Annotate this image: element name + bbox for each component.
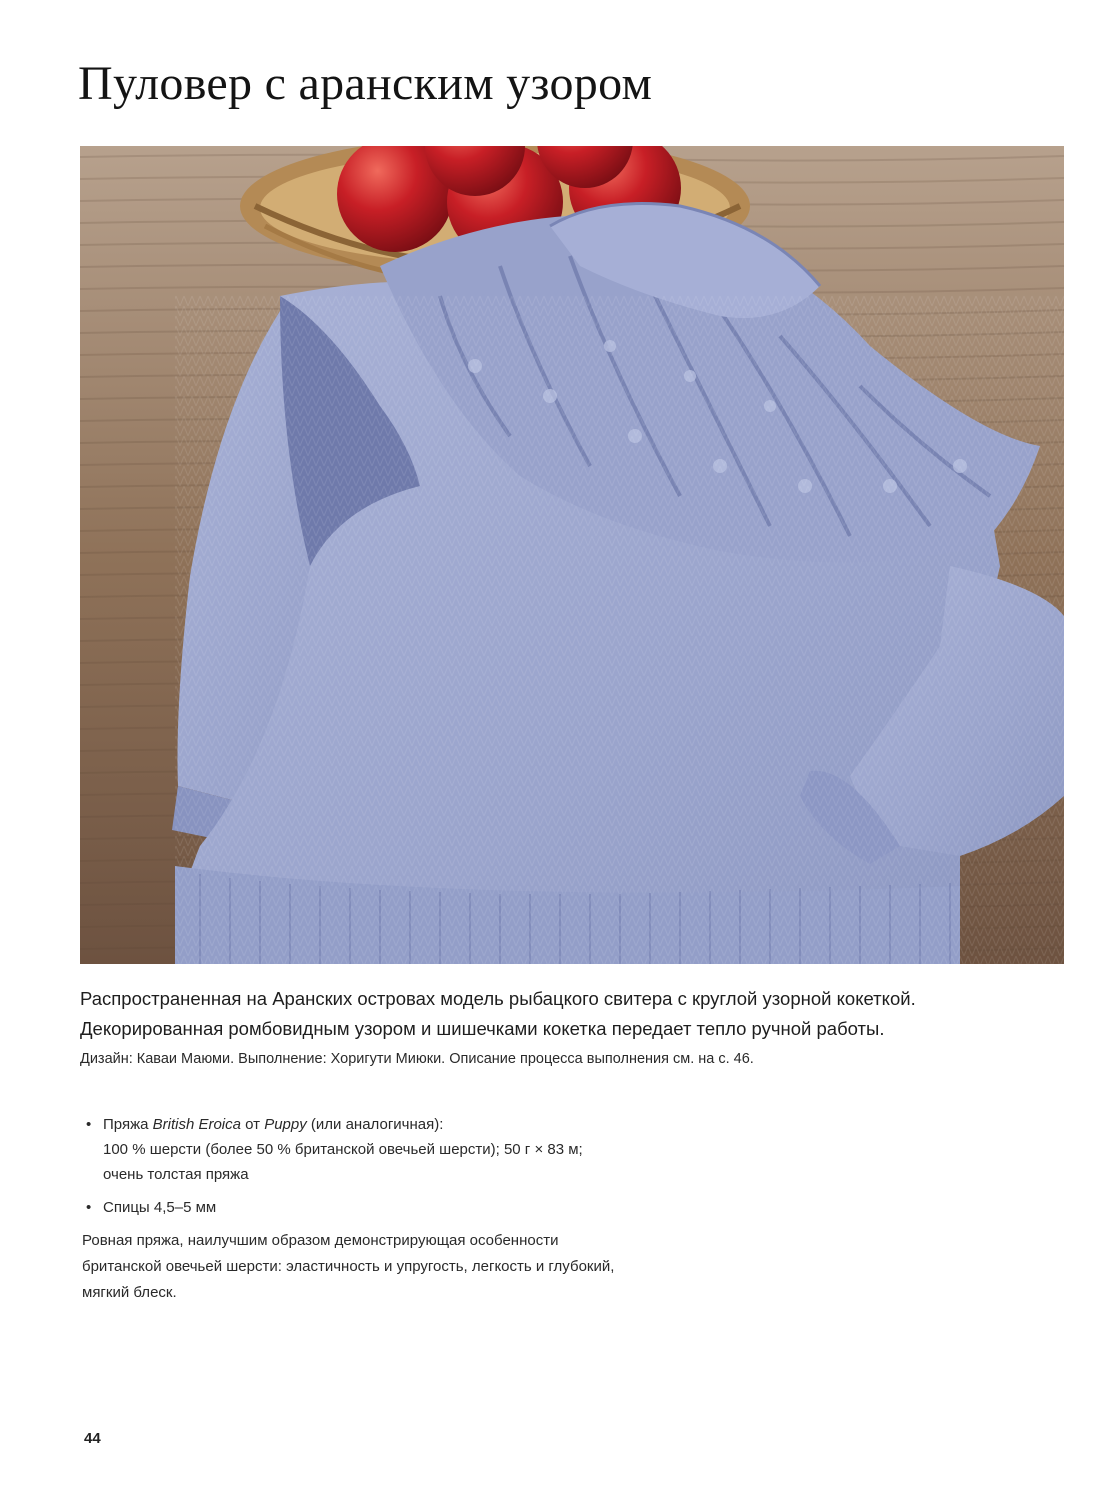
yarn-description-line-1: Ровная пряжа, наилучшим образом демонстрирующая особенности	[82, 1232, 559, 1249]
yarn-mid: от	[240, 1116, 265, 1133]
intro-line-2: Декорированная ромбовидным узором и шишечками кокетка передает тепло ручной работы.	[80, 1018, 885, 1039]
yarn-prefix: Пряжа	[103, 1116, 153, 1133]
needles-item	[86, 1195, 786, 1220]
bullet-icon: •	[86, 1199, 92, 1216]
yarn-weight: очень толстая пряжа	[103, 1166, 249, 1183]
yarn-description-line-2: британской овечьей шерсти: эластичность и упругость, легкость и глубокий,	[82, 1258, 615, 1275]
yarn-composition: 100 % шерсти (более 50 % британской овечьей шерсти); 50 г × 83 м;	[103, 1141, 583, 1158]
intro-line-1: Распространенная на Аранских островах модель рыбацкого свитера с круглой узорной кокеткой.	[80, 988, 916, 1009]
yarn-description-line-3: мягкий блеск.	[82, 1284, 177, 1301]
sweater-photo	[80, 146, 1064, 964]
page-number: 44	[84, 1430, 101, 1447]
yarn-item	[86, 1112, 786, 1187]
yarn-name: British Eroica	[152, 1116, 241, 1133]
sweater-graphic	[172, 204, 1064, 965]
credits-line: Дизайн: Каваи Маюми. Выполнение: Хоригути Миюки. Описание процесса выполнения см. на с. 46.	[80, 1051, 754, 1067]
intro-block	[80, 984, 1040, 1074]
materials-list	[86, 1112, 786, 1220]
yarn-suffix: (или аналогичная):	[306, 1116, 444, 1133]
materials-block	[82, 1112, 786, 1306]
needles-text: Спицы 4,5–5 мм	[103, 1199, 217, 1216]
yarn-brand: Puppy	[264, 1116, 307, 1133]
yarn-description	[82, 1228, 786, 1306]
bullet-icon: •	[86, 1116, 92, 1133]
page-title: Пуловер с аранским узором	[78, 57, 653, 110]
